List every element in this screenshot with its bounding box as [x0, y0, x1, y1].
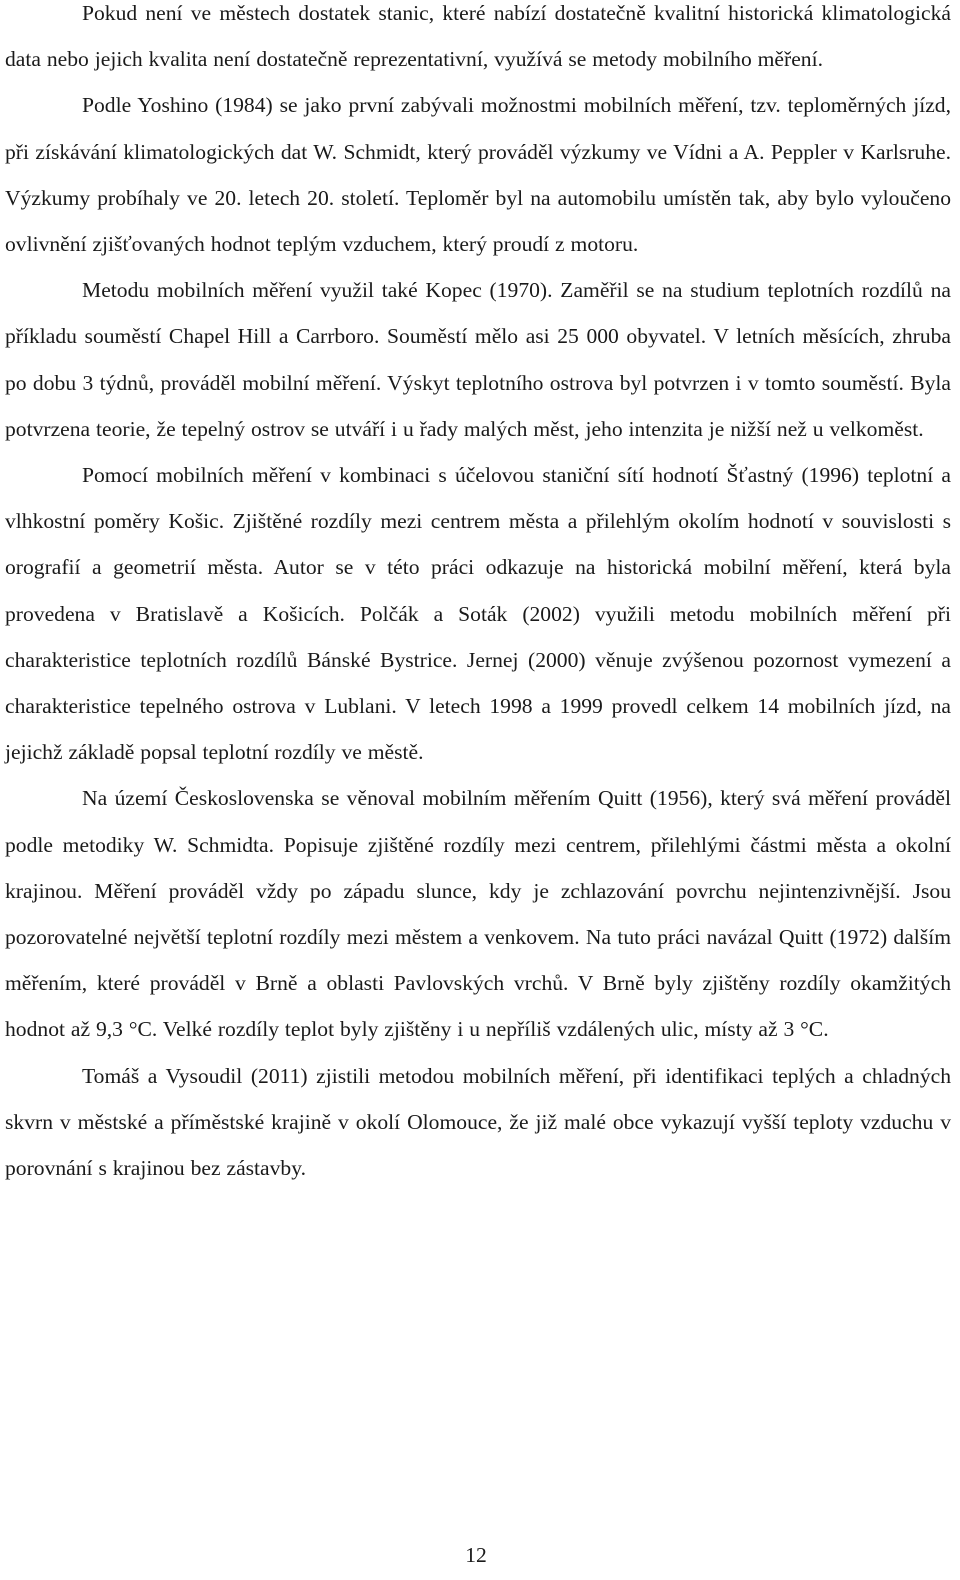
page-number: 12	[465, 1543, 487, 1567]
paragraph-3: Metodu mobilních měření využil také Kopec (1970). Zaměřil se na studium teplotních rozdílů na příkladu souměstí Chapel Hill a Carrboro. Souměstí mělo asi 25 000 obyvatel. V letních měsících, zhruba po dobu 3 týdnů, prováděl mobilní měření. Výskyt teplotního ostrova byl potvrzen i v tomto souměstí. Byla potvrzena teorie, že tepelný ostrov se utváří i u řady malých měst, jeho intenzita je nižší než u velkoměst.	[5, 278, 951, 441]
paragraph-1: Pokud není ve městech dostatek stanic, které nabízí dostatečně kvalitní historická klimatologická data nebo jejich kvalita není dostatečně reprezentativní, využívá se metody mobilního měření.	[5, 1, 951, 72]
document-body	[5, 0, 951, 1191]
paragraph-4: Pomocí mobilních měření v kombinaci s účelovou staniční sítí hodnotí Šťastný (1996) teplotní a vlhkostní poměry Košic. Zjištěné rozdíly mezi centrem města a přilehlým okolím hodnotí v souvislosti s orografií a geometrií města. Autor se v této práci odkazuje na historická mobilní měření, která byla provedena v Bratislavě a Košicích. Polčák a Soták (2002) využili metodu mobilních měření při charakteristice teplotních rozdílů Bánské Bystrice. Jernej (2000) věnuje zvýšenou pozornost vymezení a charakteristice tepelného ostrova v Lublani. V letech 1998 a 1999 provedl celkem 14 mobilních jízd, na jejichž základě popsal teplotní rozdíly ve městě.	[5, 463, 951, 765]
paragraph-2: Podle Yoshino (1984) se jako první zabývali možnostmi mobilních měření, tzv. teploměrných jízd, při získávání klimatologických dat W. Schmidt, který prováděl výzkumy ve Vídni a A. Peppler v Karlsruhe. Výzkumy probíhaly ve 20. letech 20. století. Teploměr byl na automobilu umístěn tak, aby bylo vyloučeno ovlivnění zjišťovaných hodnot teplým vzduchem, který proudí z motoru.	[5, 93, 951, 257]
paragraph-6: Tomáš a Vysoudil (2011) zjistili metodou mobilních měření, při identifikaci teplých a chladných skvrn v městské a příměstské krajině v okolí Olomouce, že již malé obce vykazují vyšší teploty vzduchu v porovnání s krajinou bez zástavby.	[5, 1063, 951, 1181]
paragraph-5: Na území Československa se věnoval mobilním měřením Quitt (1956), který svá měření prováděl podle metodiky W. Schmidta. Popisuje zjištěné rozdíly mezi centrem, přilehlými částmi města a okolní krajinou. Měření prováděl vždy po západu slunce, kdy je zchlazování povrchu nejintenzivnější. Jsou pozorovatelné největší teplotní rozdíly mezi městem a venkovem. Na tuto práci navázal Quitt (1972) dalším měřením, které prováděl v Brně a oblasti Pavlovských vrchů. V Brně byly zjištěny rozdíly okamžitých hodnot až 9,3 °C. Velké rozdíly teplot byly zjištěny i u nepříliš vzdálených ulic, místy až 3 °C.	[5, 786, 951, 1042]
